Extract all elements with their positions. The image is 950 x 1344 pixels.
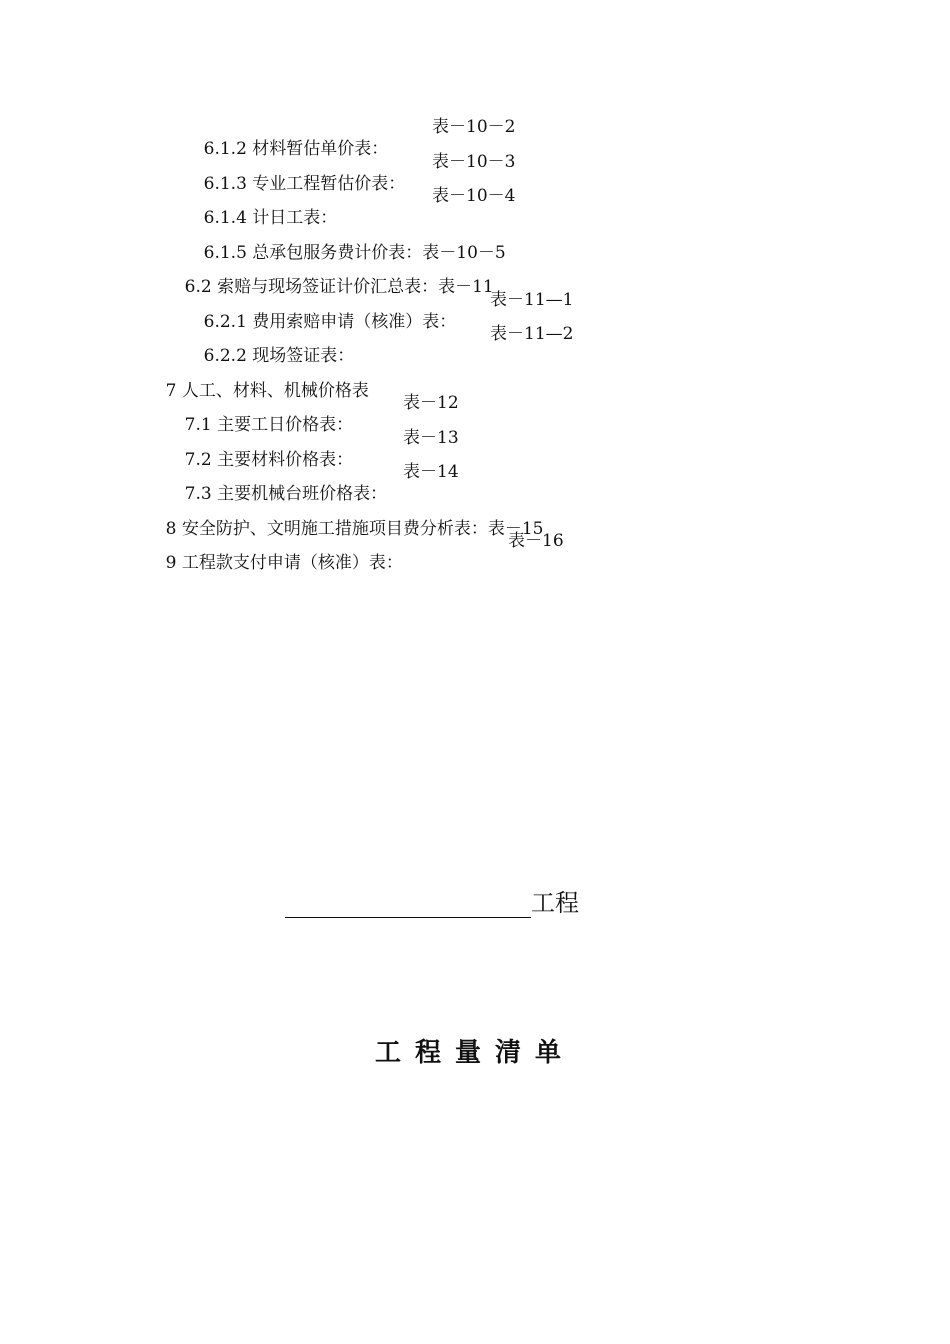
toc-item-ref: 表－11—1: [490, 290, 574, 310]
toc-item-label: 工程款支付申请（核准）表：: [181, 553, 403, 573]
toc-item-label: 总承包服务费计价表：: [252, 243, 423, 263]
toc-item-number: 9: [165, 553, 177, 573]
toc-item-ref: 表－10－3: [432, 152, 516, 172]
toc-item-label: 人工、材料、机械价格表: [181, 381, 369, 401]
toc-item-number: 8: [165, 519, 177, 539]
toc-item-ref: 表－15: [487, 519, 544, 539]
toc-item-number: 6.1.3: [203, 174, 247, 194]
toc-item-ref: 表－10－2: [432, 117, 516, 137]
toc-item-number: 6.1.2: [203, 139, 247, 159]
toc-item-ref: 表－14: [403, 462, 459, 482]
toc-item-ref: 表－10－5: [422, 243, 506, 263]
toc-item-label: 计日工表：: [252, 208, 338, 228]
toc-item-label: 安全防护、文明施工措施项目费分析表：: [181, 519, 488, 539]
toc-item-label: 索赔与现场签证计价汇总表：: [217, 277, 439, 297]
toc-item-ref: 表－10－4: [432, 186, 516, 206]
toc-item-label: 材料暂估单价表：: [252, 139, 389, 159]
toc-item-number: 6.1.4: [203, 208, 247, 228]
toc-item: [144, 530, 403, 596]
project-name-blank: [285, 889, 531, 918]
toc-item-label: 专业工程暂估价表：: [252, 174, 406, 194]
project-title: [285, 886, 579, 918]
toc-item-ref: 表－12: [403, 393, 459, 413]
toc-item-number: 7.3: [184, 484, 212, 504]
toc-item-ref: 表－11: [438, 277, 494, 297]
toc-item-number: 6.1.5: [203, 243, 247, 263]
toc-item-number: 6.2: [184, 277, 212, 297]
toc-item-number: 6.2.2: [203, 346, 247, 366]
project-suffix: 工程: [531, 889, 579, 917]
toc-item-label: 主要工日价格表：: [217, 415, 354, 435]
toc-item-ref: 表－16: [508, 531, 564, 551]
toc-item-ref: 表－13: [403, 428, 459, 448]
toc-item-label: 现场签证表：: [252, 346, 355, 366]
toc-item-label: 主要机械台班价格表：: [217, 484, 388, 504]
toc-item-label: 主要材料价格表：: [217, 450, 354, 470]
toc-item-number: 7.1: [184, 415, 212, 435]
toc-item-number: 7: [165, 381, 177, 401]
toc-item-number: 6.2.1: [203, 312, 247, 332]
toc-item-number: 7.2: [184, 450, 212, 470]
toc-item-ref: 表－11—2: [490, 324, 574, 344]
toc-item-label: 费用索赔申请（核准）表：: [252, 312, 457, 332]
document-heading: 工程量清单: [374, 1038, 575, 1068]
